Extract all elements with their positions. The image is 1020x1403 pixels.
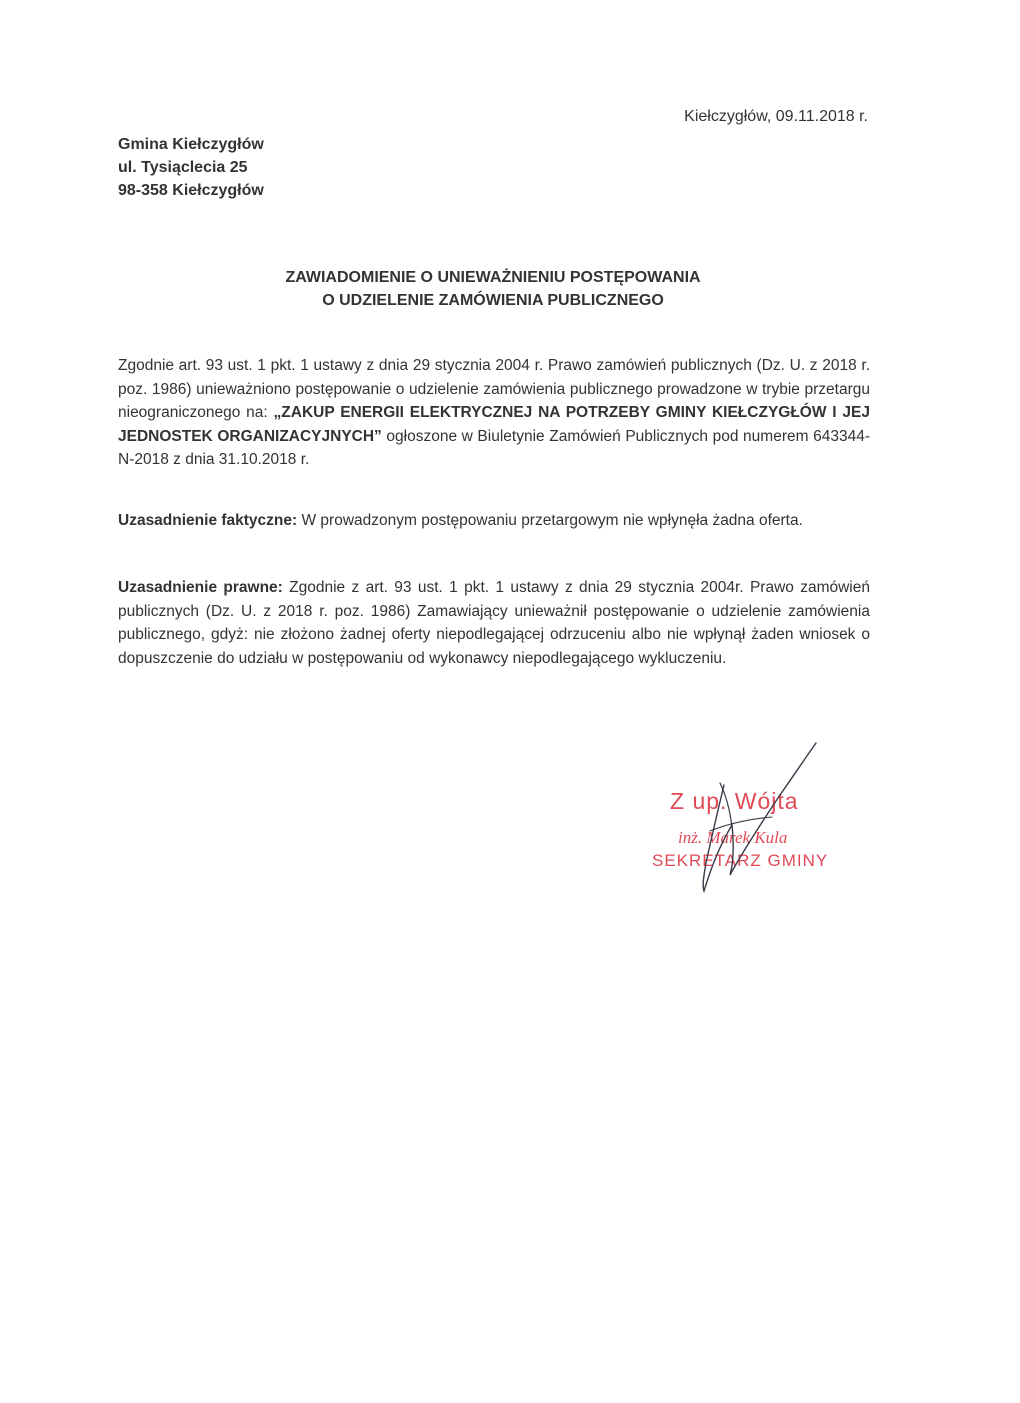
legal-justification-text: Zgodnie z art. 93 ust. 1 pkt. 1 ustawy z dnia 29 stycznia 2004r. Prawo zamówień publicznych (Dz. U. z 2018 r. poz. 1986) Zamawiający unieważnił postępowanie o udzielenie zamówienia publicznego, gdyż: nie złożono żadnej oferty niepodlegającej odrzuceniu albo nie wpłynął żaden wniosek o dopuszczenie do udziału w postępowaniu od wykonawcy niepodlegającego wykluczeniu. <box>118 579 870 667</box>
legal-justification-label: Uzasadnienie prawne: <box>118 579 283 596</box>
stamp-signatory-title: SEKRETARZ GMINY <box>652 851 829 870</box>
stamp-signatory-name: inż. Marek Kula <box>678 828 788 847</box>
paragraph-factual-justification <box>118 509 870 533</box>
document-title <box>118 266 868 312</box>
sender-name: Gmina Kiełczygłów <box>118 136 264 153</box>
paragraph-text: ogłoszone w Biuletynie Zamówień Publicznych pod numerem 643344-N-2018 z dnia 31.10.2018 r. <box>118 427 870 468</box>
title-line-2: O UDZIELENIE ZAMÓWIENIA PUBLICZNEGO <box>322 292 664 309</box>
stamp-authority: Z up. Wójta <box>670 788 799 814</box>
paragraph-annulment <box>118 354 870 472</box>
title-line-1: ZAWIADOMIENIE O UNIEWAŻNIENIU POSTĘPOWANIA <box>285 269 701 286</box>
sender-postal-city: 98-358 Kiełczygłów <box>118 182 264 199</box>
factual-justification-label: Uzasadnienie faktyczne: <box>118 512 298 529</box>
factual-justification-text: W prowadzonym postępowaniu przetargowym nie wpłynęła żadna oferta. <box>297 512 803 529</box>
sender-address <box>118 133 264 202</box>
sender-street: ul. Tysiąclecia 25 <box>118 159 248 176</box>
document-date: Kiełczygłów, 09.11.2018 r. <box>684 108 868 125</box>
tender-subject: „ZAKUP ENERGII ELEKTRYCZNEJ NA POTRZEBY GMINY KIEŁCZYGŁÓW I JEJ JEDNOSTEK ORGANIZACYJNYCH” <box>118 404 870 445</box>
paragraph-legal-justification <box>118 576 870 670</box>
official-stamp <box>652 788 872 888</box>
paragraph-text: Zgodnie art. 93 ust. 1 pkt. 1 ustawy z dnia 29 stycznia 2004 r. Prawo zamówień publicznych (Dz. U. z 2018 r. poz. 1986) unieważniono postępowanie o udzielenie zamówienia publicznego prowadzone w trybie przetargu nieograniczonego na: <box>118 357 870 421</box>
